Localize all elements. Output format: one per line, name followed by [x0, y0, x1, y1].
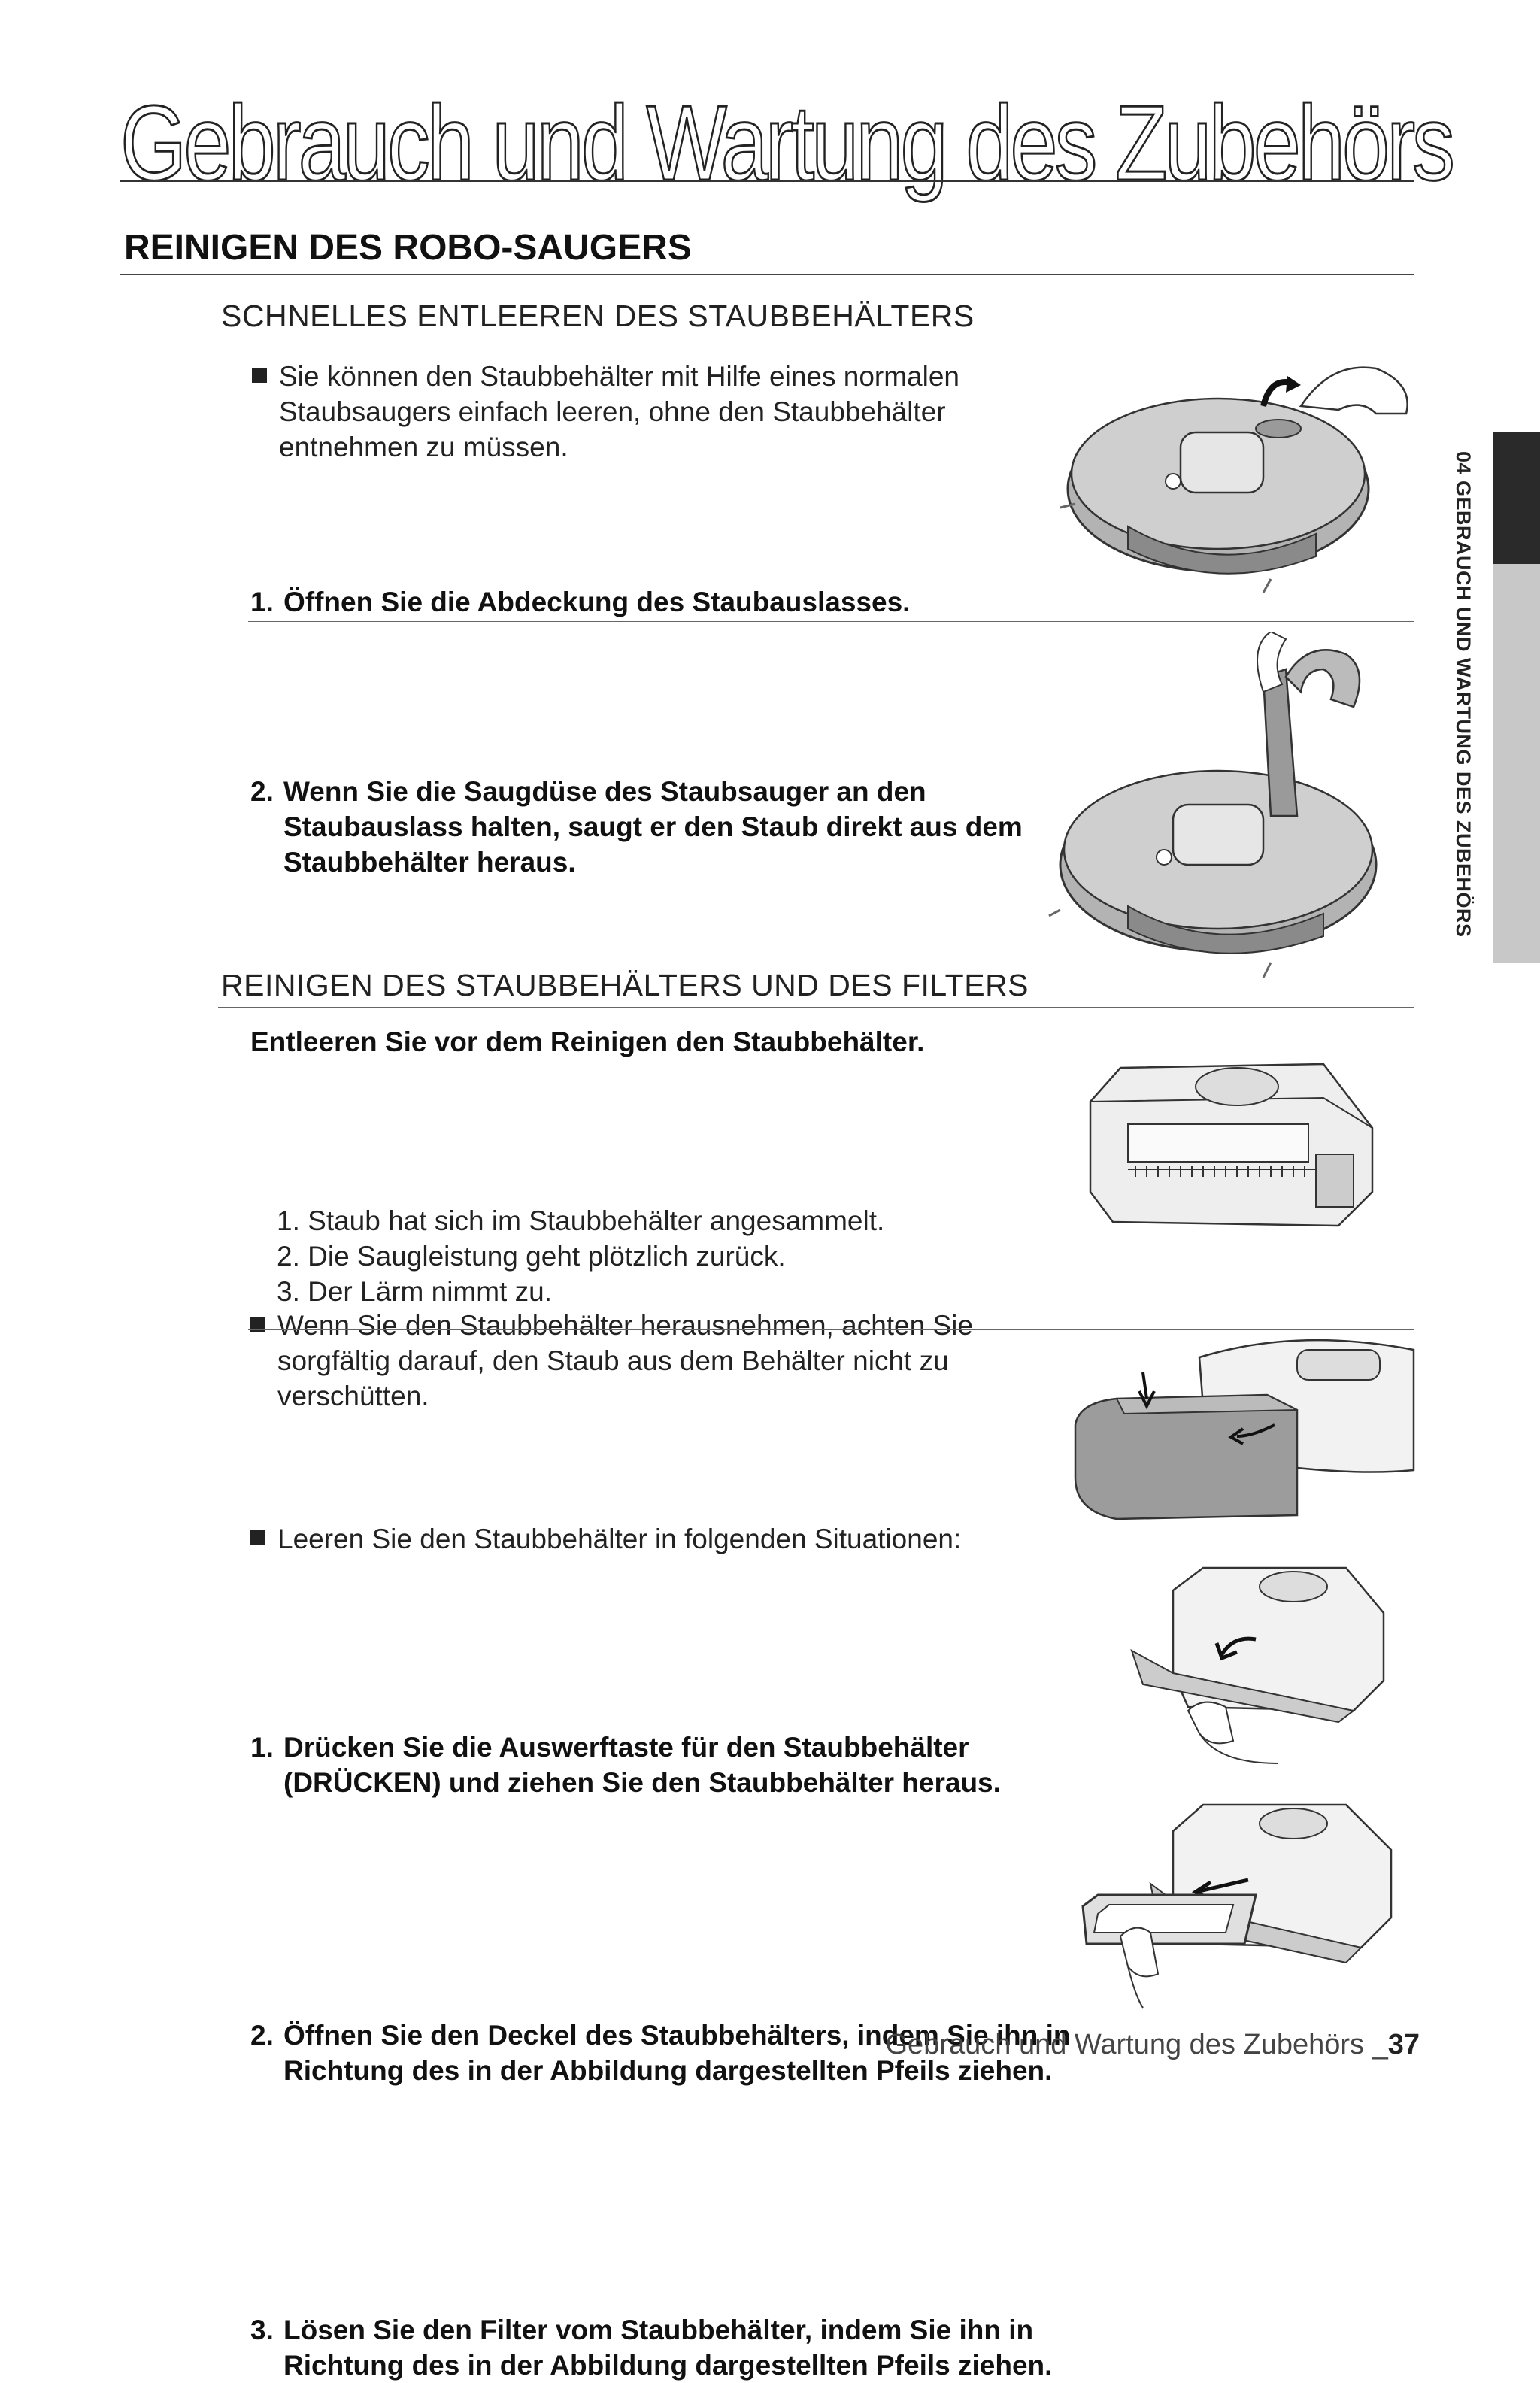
sub2-divider-1 — [248, 1329, 1414, 1330]
situation-item: 3. Der Lärm nimmt zu. — [277, 1276, 552, 1307]
side-tab-label: 04 GEBRAUCH UND WARTUNG DES ZUBEHÖRS — [1452, 451, 1475, 938]
open-lid-illustration — [1128, 1560, 1399, 1771]
bullet-square-icon — [250, 1530, 265, 1545]
bullet-square-icon — [252, 368, 267, 383]
sub1-bullet: Sie können den Staubbehälter mit Hilfe eines normalen Staubsaugers einfach leeren, ohne den Staubbehälter entnehmen zu müssen. — [252, 359, 1069, 465]
title-rule — [120, 180, 1414, 182]
robot-open-cover-illustration — [1045, 353, 1421, 602]
section-rule — [120, 274, 1414, 275]
subsection-title-quick-empty: SCHNELLES ENTLEEREN DES STAUBBEHÄLTERS — [221, 299, 975, 333]
subsection-title-clean-bin-filter: REINIGEN DES STAUBBEHÄLTERS UND DES FILTERS — [221, 968, 1029, 1002]
page-footer: Gebrauch und Wartung des Zubehörs _37 — [885, 2029, 1420, 2060]
remove-filter-illustration — [1075, 1793, 1406, 2012]
situation-item: 1. Staub hat sich im Staubbehälter angesammelt. — [277, 1205, 885, 1236]
sub2-step-2: 2. Öffnen Sie den Deckel des Staubbehälters, indem Sie ihn in Richtung des in der Abbildung dargestellten Pfeils ziehen. — [250, 2020, 1071, 2086]
section-title: REINIGEN DES ROBO-SAUGERS — [124, 228, 692, 268]
side-tab-marker — [1493, 432, 1540, 564]
sub2-step-1: 1. Drücken Sie die Auswerftaste für den Staubbehälter (DRÜCKEN) und ziehen Sie den Staubbehälter heraus. — [250, 1732, 1001, 1798]
situations-list — [277, 1203, 1029, 1309]
situation-item: 2. Die Saugleistung geht plötzlich zurück. — [277, 1241, 786, 1272]
eject-bin-illustration — [1072, 1335, 1417, 1538]
dust-bin-illustration — [1075, 1057, 1384, 1233]
sub2-rule — [218, 1007, 1414, 1008]
sub2-intro: Entleeren Sie vor dem Reinigen den Staubbehälter. — [250, 1026, 925, 1057]
sub2-bullet-1: Wenn Sie den Staubbehälter herausnehmen, achten Sie sorgfältig darauf, den Staub aus dem Behälter nicht zu verschütten. — [250, 1308, 1067, 1414]
sub2-step-3: 3. Lösen Sie den Filter vom Staubbehälter, indem Sie ihn in Richtung des in der Abbildung dargestellten Pfeils ziehen. — [250, 2315, 1053, 2381]
page-title: Gebrauch und Wartung des Zubehörs — [120, 83, 1452, 203]
robot-vacuum-nozzle-illustration — [1045, 632, 1421, 993]
sub2-bullet-2: Leeren Sie den Staubbehälter in folgenden Situationen: — [250, 1521, 1105, 1557]
sub1-step-divider — [248, 621, 1414, 622]
sub1-step-2: 2. Wenn Sie die Saugdüse des Staubsauger an den Staubauslass halten, saugt er den Staub direkt aus dem Staubbehälter heraus. — [250, 776, 1023, 878]
page-number: 37 — [1387, 2029, 1420, 2060]
sub1-step-1: 1. Öffnen Sie die Abdeckung des Staubauslasses. — [250, 587, 911, 617]
